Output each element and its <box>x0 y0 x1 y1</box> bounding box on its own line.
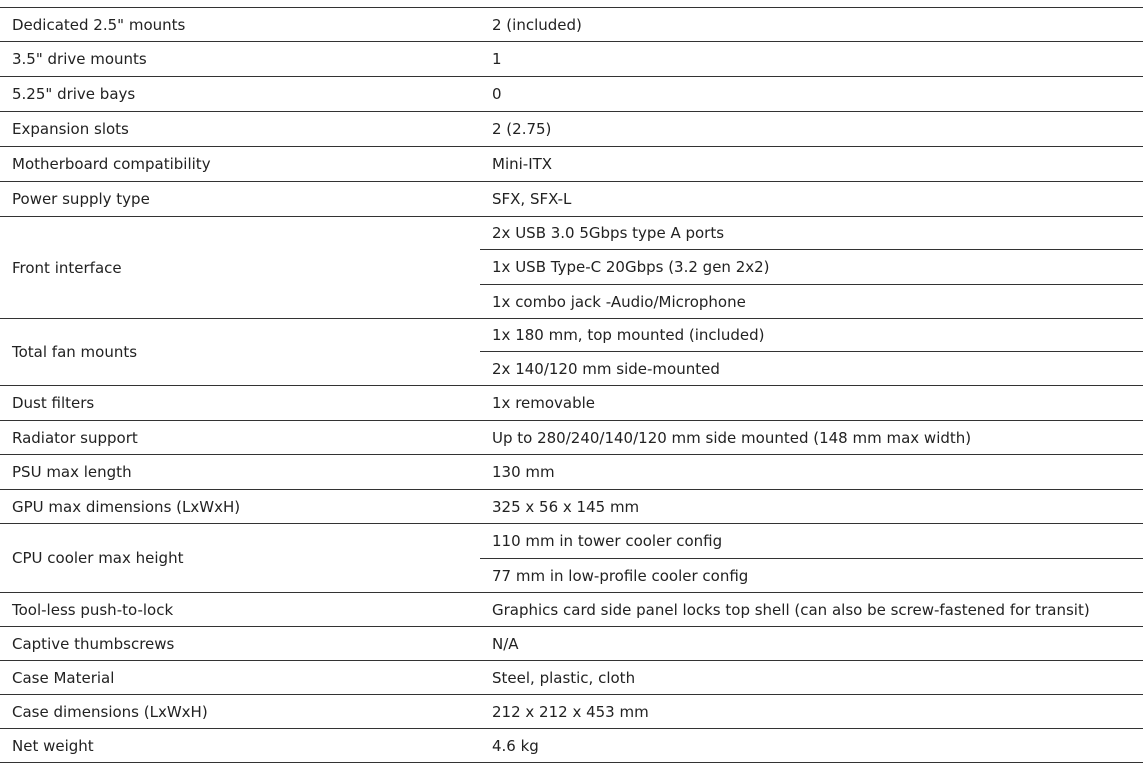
spec-value: 0 <box>480 77 1143 112</box>
spec-value: 1x USB Type-C 20Gbps (3.2 gen 2x2) <box>480 250 1143 285</box>
spec-row <box>0 8 1143 42</box>
spec-label: PSU max length <box>0 455 480 490</box>
spec-value: 4.6 kg <box>480 729 1143 763</box>
spec-label: GPU max dimensions (LxWxH) <box>0 490 480 524</box>
spec-row <box>0 695 1143 729</box>
spec-label: CPU cooler max height <box>0 524 480 593</box>
spec-label: Radiator support <box>0 421 480 455</box>
spec-value: 2 (2.75) <box>480 112 1143 147</box>
spec-label: Power supply type <box>0 182 480 217</box>
spec-value: 110 mm in tower cooler config <box>480 524 1143 559</box>
spec-value: Steel, plastic, cloth <box>480 661 1143 695</box>
spec-row <box>0 627 1143 661</box>
spec-label: Case dimensions (LxWxH) <box>0 695 480 729</box>
spec-row <box>0 386 1143 421</box>
spec-value: 1x removable <box>480 386 1143 421</box>
spec-label: Motherboard compatibility <box>0 147 480 182</box>
spec-label: 3.5" drive mounts <box>0 42 480 77</box>
spec-value: 130 mm <box>480 455 1143 490</box>
spec-value: SFX, SFX-L <box>480 182 1143 217</box>
spec-row <box>0 147 1143 182</box>
spec-label: Captive thumbscrews <box>0 627 480 661</box>
spec-value: 1 <box>480 42 1143 77</box>
spec-row <box>0 661 1143 695</box>
spec-row <box>0 729 1143 763</box>
spec-row <box>0 524 1143 559</box>
spec-value: 2x 140/120 mm side-mounted <box>480 352 1143 386</box>
spec-label: Expansion slots <box>0 112 480 147</box>
spec-row <box>0 593 1143 627</box>
spec-row <box>0 77 1143 112</box>
spec-value: 325 x 56 x 145 mm <box>480 490 1143 524</box>
spec-label: Net weight <box>0 729 480 763</box>
spec-label: Dedicated 2.5" mounts <box>0 8 480 42</box>
spec-row <box>0 455 1143 490</box>
spec-value: Up to 280/240/140/120 mm side mounted (148 mm max width) <box>480 421 1143 455</box>
spec-label: Total fan mounts <box>0 319 480 386</box>
spec-row <box>0 182 1143 217</box>
spec-row <box>0 217 1143 250</box>
spec-value: 77 mm in low-profile cooler config <box>480 559 1143 593</box>
spec-label: Front interface <box>0 217 480 319</box>
spec-value: 2x USB 3.0 5Gbps type A ports <box>480 217 1143 250</box>
spec-label: Tool-less push-to-lock <box>0 593 480 627</box>
spec-value: 1x combo jack -Audio/Microphone <box>480 285 1143 319</box>
spec-row <box>0 490 1143 524</box>
spec-row <box>0 421 1143 455</box>
spec-value: 2 (included) <box>480 8 1143 42</box>
spec-label: 5.25" drive bays <box>0 77 480 112</box>
spec-row <box>0 112 1143 147</box>
spec-value: N/A <box>480 627 1143 661</box>
spec-value: 212 x 212 x 453 mm <box>480 695 1143 729</box>
spec-row <box>0 42 1143 77</box>
spec-label: Dust filters <box>0 386 480 421</box>
spec-value: Graphics card side panel locks top shell (can also be screw-fastened for transit) <box>480 593 1143 627</box>
spec-value: 1x 180 mm, top mounted (included) <box>480 319 1143 352</box>
spec-value: Mini-ITX <box>480 147 1143 182</box>
spec-label: Case Material <box>0 661 480 695</box>
specs-table <box>0 7 1143 763</box>
spec-row <box>0 319 1143 352</box>
